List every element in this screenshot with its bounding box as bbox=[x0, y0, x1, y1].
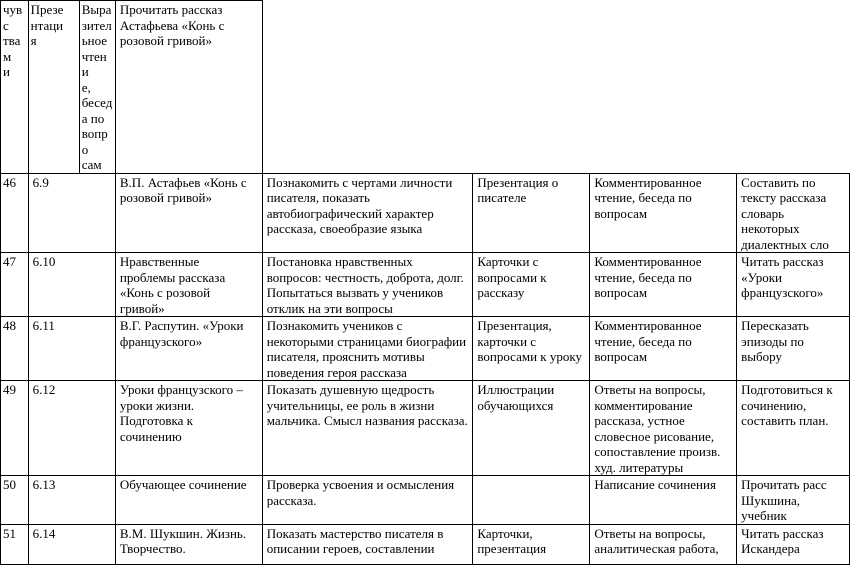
cell-col3: Выра зител ьное чтени е, бесед а по вопро сам bbox=[79, 1, 115, 174]
cell-materials bbox=[473, 476, 590, 525]
cell-number: 46 bbox=[1, 173, 29, 253]
cell-col2: Презе нтаци я bbox=[28, 1, 79, 174]
cell-materials: Презентация о писателе bbox=[473, 173, 590, 253]
cell-code: 6.13 bbox=[28, 476, 115, 525]
table-row-header-fragment bbox=[1, 1, 850, 174]
cell-code: 6.14 bbox=[28, 524, 115, 564]
cell-materials: Презентация, карточки с вопросами к уроку bbox=[473, 317, 590, 381]
cell-activity: Комментированное чтение, беседа по вопросам bbox=[590, 317, 737, 381]
cell-homework: Прочитать расс Шукшина, учебник bbox=[737, 476, 850, 525]
cell-code: 6.11 bbox=[28, 317, 115, 381]
cell-col4: Прочитать рассказ Астафьева «Конь с розовой гривой» bbox=[115, 1, 262, 174]
cell-goal: Постановка нравственных вопросов: честность, доброта, долг. Попытаться вызвать у учеников отклик на эти вопросы bbox=[262, 253, 473, 317]
cell-code: 6.10 bbox=[28, 253, 115, 317]
cell-topic: В.П. Астафьев «Конь с розовой гривой» bbox=[115, 173, 262, 253]
cell-activity: Написание сочинения bbox=[590, 476, 737, 525]
cell-homework: Пересказать эпизоды по выбору bbox=[737, 317, 850, 381]
cell-topic: В.М. Шукшин. Жизнь. Творчество. bbox=[115, 524, 262, 564]
table-row bbox=[1, 253, 850, 317]
cell-topic: Обучающее сочинение bbox=[115, 476, 262, 525]
cell-number: 48 bbox=[1, 317, 29, 381]
cell-number: 47 bbox=[1, 253, 29, 317]
cell-activity: Ответы на вопросы, комментирование рассказа, устное словесное рисование, сопоставление произв. худ. литературы bbox=[590, 381, 737, 476]
cell-homework: Читать рассказ Искандера bbox=[737, 524, 850, 564]
cell-homework: Составить по тексту рассказа словарь некоторых диалектных сло bbox=[737, 173, 850, 253]
cell-number: 49 bbox=[1, 381, 29, 476]
cell-number: 50 bbox=[1, 476, 29, 525]
cell-col1: чувс твам и bbox=[1, 1, 29, 174]
cell-homework: Подготовиться к сочинению, составить план. bbox=[737, 381, 850, 476]
cell-goal: Показать душевную щедрость учительницы, ее роль в жизни мальчика. Смысл названия рассказа. bbox=[262, 381, 473, 476]
cell-topic: Нравственные проблемы рассказа «Конь с розовой гривой» bbox=[115, 253, 262, 317]
cell-homework: Читать рассказ «Уроки французского» bbox=[737, 253, 850, 317]
cell-goal: Показать мастерство писателя в описании героев, составлении bbox=[262, 524, 473, 564]
cell-activity: Ответы на вопросы, аналитическая работа, bbox=[590, 524, 737, 564]
table-row bbox=[1, 476, 850, 525]
cell-goal: Познакомить с чертами личности писателя, показать автобиографический характер рассказа, своеобразие языка bbox=[262, 173, 473, 253]
table-row bbox=[1, 317, 850, 381]
cell-activity: Комментированное чтение, беседа по вопросам bbox=[590, 173, 737, 253]
cell-number: 51 bbox=[1, 524, 29, 564]
cell-materials: Иллюстрации обучающихся bbox=[473, 381, 590, 476]
cell-goal: Проверка усвоения и осмысления рассказа. bbox=[262, 476, 473, 525]
cell-topic: В.Г. Распутин. «Уроки французского» bbox=[115, 317, 262, 381]
table-row bbox=[1, 173, 850, 253]
cell-materials: Карточки, презентация bbox=[473, 524, 590, 564]
cell-goal: Познакомить учеников с некоторыми страницами биографии писателя, прояснить мотивы поведения героя рассказа bbox=[262, 317, 473, 381]
cell-code: 6.12 bbox=[28, 381, 115, 476]
cell-activity: Комментированное чтение, беседа по вопросам bbox=[590, 253, 737, 317]
cell-topic: Уроки французского – уроки жизни. Подготовка к сочинению bbox=[115, 381, 262, 476]
cell-materials: Карточки с вопросами к рассказу bbox=[473, 253, 590, 317]
table-row bbox=[1, 381, 850, 476]
cell-code: 6.9 bbox=[28, 173, 115, 253]
table-row bbox=[1, 524, 850, 564]
